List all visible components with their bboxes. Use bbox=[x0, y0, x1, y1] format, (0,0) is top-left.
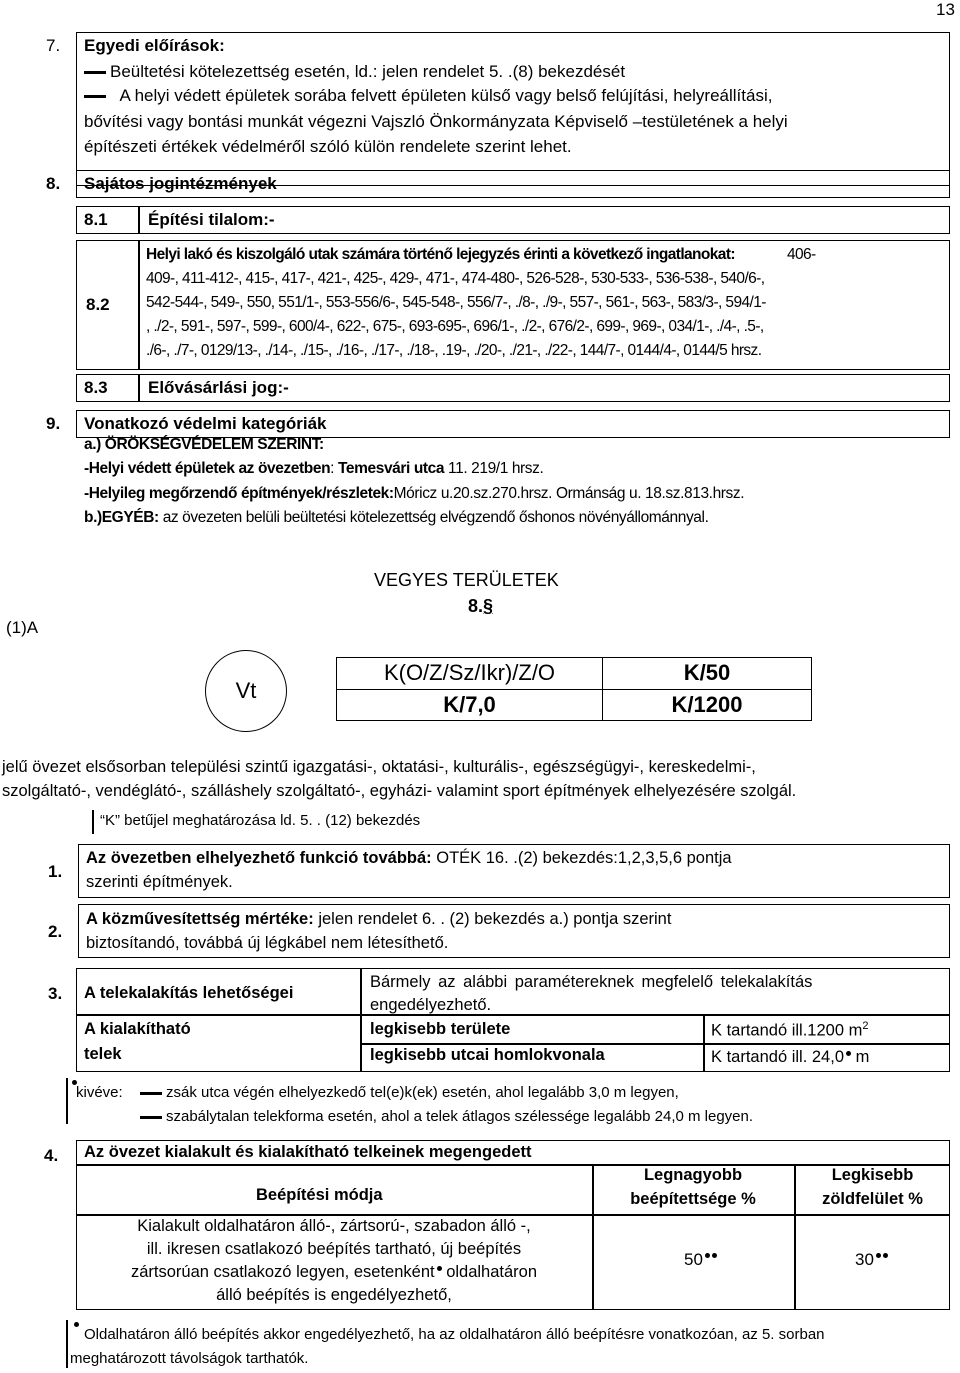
k-letter-note: “K” betűjel meghatározása ld. 5. . (12) bekezdés bbox=[100, 812, 421, 829]
divider bbox=[138, 374, 140, 402]
section-7-line2: A helyi védett épületek sorába felvett épületen külső vagy belső felújítási, helyreállítási, bbox=[119, 86, 773, 105]
footnote-dot-icon bbox=[74, 1322, 79, 1327]
item-3-left-line2: telek bbox=[84, 1045, 122, 1063]
item-1-text: OTÉK 16. .(2) bekezdés:1,2,3,5,6 pontja bbox=[436, 849, 732, 867]
protected-buildings-hrsz: 11. 219/1 hrsz. bbox=[448, 460, 544, 477]
col-building-mode: Beépítési módja bbox=[256, 1186, 383, 1204]
item-2-text: jelen rendelet 6. . (2) bekezdés a.) pontja szerint bbox=[318, 910, 672, 928]
page-number: 13 bbox=[936, 0, 955, 19]
dash-bullet bbox=[84, 71, 106, 74]
zone-heading: VEGYES TERÜLETEK bbox=[374, 570, 559, 590]
section-8-2-line4: , ./2-, 591-, 597-, 599-, 600/4-, 622-, 675-, 693-695-, 696/1-, ./2-, 676/2-, 699-, 969-, 034/1-, ./4-, .5-, bbox=[146, 318, 764, 335]
dash-bullet bbox=[140, 1116, 162, 1119]
footnote-line2: meghatározott távolságok tarthatók. bbox=[70, 1350, 309, 1367]
divider bbox=[703, 1014, 705, 1072]
min-frontage-value: K tartandó ill. 24,0 bbox=[711, 1048, 844, 1066]
footnote-dot-icon bbox=[712, 1253, 717, 1258]
max-coverage-value: 50 bbox=[684, 1250, 703, 1269]
col-min-green-line2: zöldfelület % bbox=[822, 1190, 923, 1208]
item-2-text2: biztosítandó, továbbá új légkábel nem létesíthető. bbox=[86, 934, 449, 952]
divider bbox=[138, 240, 140, 370]
item-3-number: 3. bbox=[48, 984, 63, 1003]
section-7-line4: építészeti értékek védelméről szóló külön rendelete szerint lehet. bbox=[84, 137, 572, 156]
min-area-unit-exponent: 2 bbox=[862, 1020, 869, 1032]
zone-cell-min-area: K/1200 bbox=[671, 691, 743, 717]
section-7-title: Egyedi előírások: bbox=[84, 36, 225, 55]
section-8-2-lead: Helyi lakó és kiszolgáló utak számára történő lejegyzés érinti a következő ingatlanokat: bbox=[146, 246, 735, 263]
section-9-number: 9. bbox=[46, 414, 61, 433]
divider bbox=[76, 1014, 950, 1016]
min-frontage-label: legkisebb utcai homlokvonala bbox=[370, 1046, 605, 1064]
section-7-line3: bővítési vagy bontási munkát végezni Vajszló Önkormányzata Képviselő –testületének a helyi bbox=[84, 112, 788, 131]
section-8-2-number: 8.2 bbox=[86, 295, 110, 314]
zone-circle bbox=[205, 650, 287, 732]
except-bar bbox=[66, 1078, 68, 1124]
item-3-right-line1: Bármely az alábbi paramétereknek megfelelő telekalakítás bbox=[370, 973, 813, 991]
item-3-title: A telekalakítás lehetőségei bbox=[84, 984, 294, 1002]
section-8-3-title: Elővásárlási jog:- bbox=[148, 378, 289, 397]
divider bbox=[360, 1043, 950, 1045]
footnote-dot-icon bbox=[705, 1253, 710, 1258]
building-mode-line4: álló beépítés is engedélyezhető, bbox=[216, 1286, 452, 1304]
section-9-title: Vonatkozó védelmi kategóriák bbox=[84, 414, 327, 433]
col-max-coverage-line1: Legnagyobb bbox=[643, 1166, 743, 1184]
footnote-dot-icon bbox=[437, 1266, 442, 1271]
section-8-1-number: 8.1 bbox=[84, 210, 108, 229]
footnote-bar bbox=[66, 1320, 68, 1368]
item-3-right-line2: engedélyezhető. bbox=[370, 996, 492, 1014]
item-4-number: 4. bbox=[44, 1146, 59, 1165]
item-3-left-line1: A kialakítható bbox=[84, 1020, 191, 1038]
item-1-text2: szerinti építmények. bbox=[86, 873, 233, 891]
min-frontage-unit: m bbox=[855, 1048, 870, 1066]
colon: : bbox=[330, 460, 335, 477]
min-area-label: legkisebb területe bbox=[370, 1020, 511, 1038]
min-green-value: 30 bbox=[855, 1250, 874, 1269]
except-item-2: szabálytalan telekforma esetén, ahol a telek átlagos szélessége legalább 24,0 m legyen. bbox=[166, 1108, 754, 1125]
other-heading: b.)EGYÉB: bbox=[84, 509, 159, 526]
col-min-green-line1: Legkisebb bbox=[831, 1166, 914, 1184]
section-8-title: Sajátos jogintézmények bbox=[84, 174, 277, 193]
divider bbox=[360, 968, 362, 1072]
item-2-number: 2. bbox=[48, 922, 63, 941]
item-1-number: 1. bbox=[48, 862, 63, 881]
protected-buildings-label: -Helyi védett épületek az övezetben bbox=[84, 460, 331, 477]
except-label: kivéve: bbox=[76, 1084, 123, 1101]
street-name: Temesvári utca bbox=[337, 460, 445, 477]
building-mode-line3a: zártsorúan csatlakozó legyen, esetenként bbox=[130, 1263, 435, 1281]
section-8-2-line3: 542-544-, 549-, 550, 551/1-, 553-556/6-, 545-548-, 556/7-, ./8-, ./9-, 557-, 561-, 563-, 583/3-, 594/1- bbox=[146, 294, 766, 311]
footnote-dot-icon bbox=[883, 1253, 888, 1258]
divider bbox=[138, 206, 140, 234]
divider bbox=[794, 1164, 796, 1310]
min-area-value: K tartandó ill.1200 m bbox=[711, 1021, 863, 1040]
dash-bullet bbox=[84, 95, 106, 98]
dash-bullet bbox=[140, 1092, 162, 1095]
zone-cell-building-type: K(O/Z/Sz/Ikr)/Z/O bbox=[337, 658, 603, 690]
section-8-2-line5: ./6-, ./7-, 0129/13-, ./14-, ./15-, ./16-, ./17-, ./18-, .19-, ./20-, ./21-, ./22-, 144/7-, 0144/4-, 0144/5 hrsz. bbox=[146, 342, 762, 359]
building-mode-line3b: oldalhatáron bbox=[446, 1263, 538, 1281]
zone-label: (1)A bbox=[6, 618, 39, 637]
footnote-dot-icon bbox=[846, 1051, 851, 1056]
divider bbox=[76, 1214, 950, 1216]
footnote-dot-icon bbox=[876, 1253, 881, 1258]
local-structures-label: -Helyileg megőrzendő építmények/részletek: bbox=[84, 485, 394, 502]
except-item-1: zsák utca végén elhelyezkedő tel(e)k(ek) esetén, ahol legalább 3,0 m legyen, bbox=[166, 1084, 679, 1101]
heritage-heading: a.) ÖRÖKSÉGVÉDELEM SZERINT: bbox=[84, 436, 324, 453]
section-7-number: 7. bbox=[46, 36, 61, 55]
zone-parameter-table bbox=[336, 657, 812, 721]
section-7-line1: Beültetési kötelezettség esetén, ld.: jelen rendelet 5. .(8) bekezdését bbox=[110, 62, 626, 81]
footnote-line1: Oldalhatáron álló beépítés akkor engedélyezhető, ha az oldalhatáron álló beépítésre vonatkozóan, az 5. sorban bbox=[84, 1326, 825, 1343]
divider bbox=[592, 1164, 594, 1310]
local-structures-value: Móricz u.20.sz.270.hrsz. Ormánság u. 18.sz.813.hrsz. bbox=[393, 485, 745, 502]
zone-description-line2: szolgáltató-, vendéglátó-, szálláshely szolgáltató-, egyházi- valamint sport építmények elhelyezésére szolgál. bbox=[2, 782, 797, 800]
zone-description-line1: jelű övezet elsősorban települési szintű igazgatási-, oktatási-, kulturális-, egészségügyi-, kereskedelmi-, bbox=[2, 758, 756, 776]
building-mode-line2: ill. ikresen csatlakozó beépítés tartható, új beépítés bbox=[146, 1240, 522, 1258]
note-bar bbox=[92, 810, 94, 834]
zone-heading-number: 8. bbox=[468, 596, 484, 616]
zone-code: Vt bbox=[235, 678, 257, 703]
zone-cell-max-coverage: K/50 bbox=[603, 658, 812, 690]
building-mode-line1: Kialakult oldalhatáron álló-, zártsorú-, szabadon álló -, bbox=[137, 1217, 531, 1235]
item-2-label: A közművesítettség mértéke: bbox=[86, 910, 314, 928]
section-8-number: 8. bbox=[46, 174, 61, 193]
item-4-title: Az övezet kialakult és kialakítható telkeinek megengedett bbox=[84, 1143, 532, 1161]
section-8-3-number: 8.3 bbox=[84, 378, 108, 397]
other-text: az övezeten belüli beültetési kötelezettség elvégzendő őshonos növényállománnyal. bbox=[162, 509, 709, 526]
section-8-1-title: Építési tilalom:- bbox=[148, 210, 275, 229]
zone-cell-height: K/7,0 bbox=[337, 689, 603, 721]
item-1-label: Az övezetben elhelyezhető funkció továbbá: bbox=[86, 849, 432, 867]
col-max-coverage-line2: beépítettsége % bbox=[630, 1190, 756, 1208]
section-8-2-line2: 409-, 411-412-, 415-, 417-, 421-, 425-, 429-, 471-, 474-480-, 526-528-, 530-533-, 536-538-, 540/6-, bbox=[146, 270, 765, 287]
